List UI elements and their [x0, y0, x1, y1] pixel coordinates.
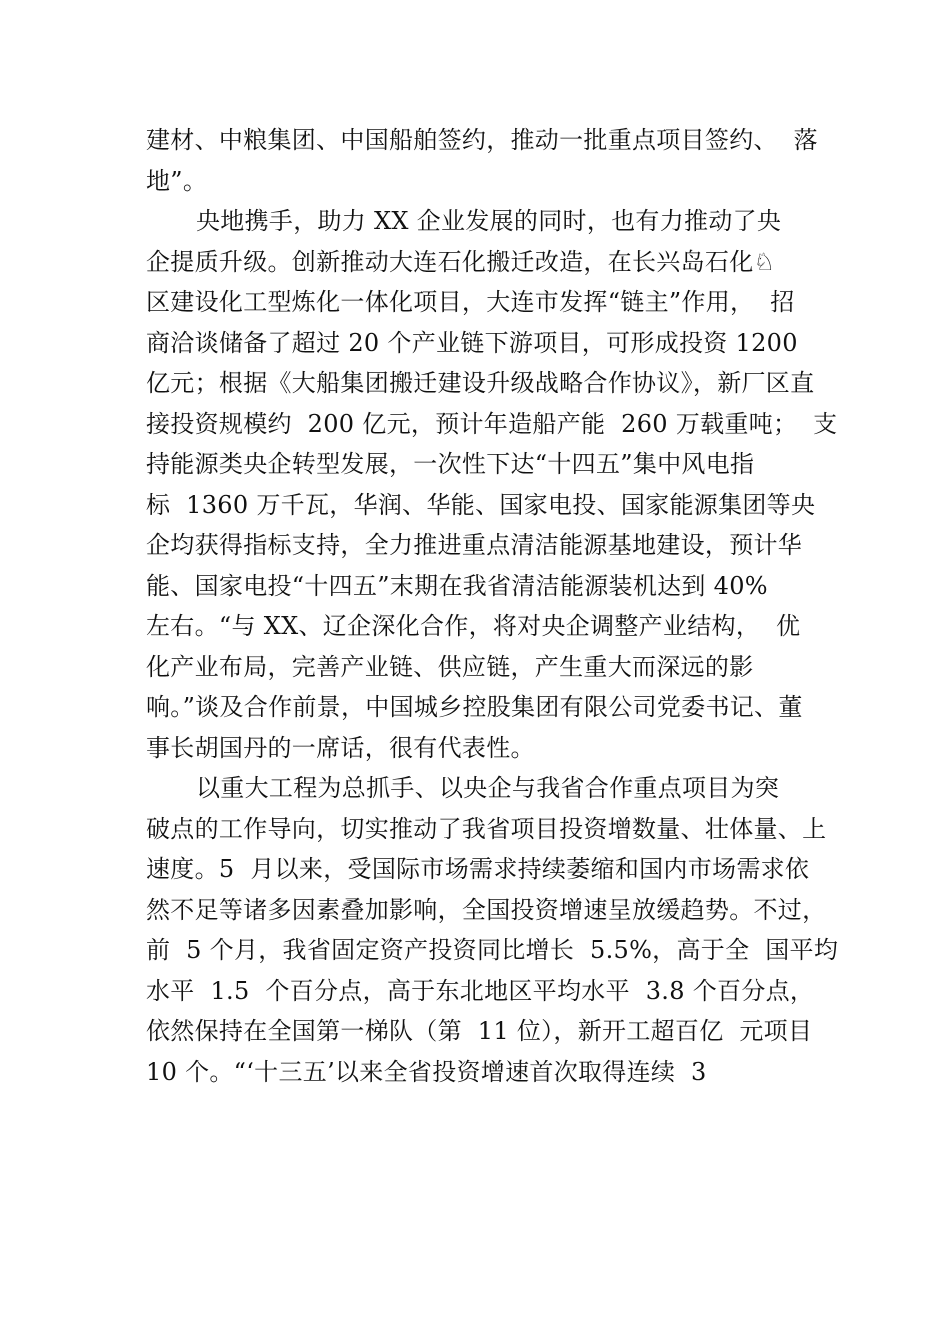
text-line: 接投资规模约 200 亿元，预计年造船产能 260 万载重吨； 支 [146, 409, 838, 438]
text-line: 商洽谈储备了超过 20 个产业链下游项目，可形成投资 1200 [146, 328, 798, 357]
text-line: 水平 1.5 个百分点，高于东北地区平均水平 3.8 个百分点， [146, 976, 815, 1005]
text-line: 响。”谈及合作前景，中国城乡控股集团有限公司党委书记、董 [146, 693, 803, 721]
text-line: 能、国家电投“十四五”末期在我省清洁能源装机达到 40% [146, 571, 768, 600]
text-line: 速度。5 月以来，受国际市场需求持续萎缩和国内市场需求依 [146, 855, 810, 883]
body-text [146, 120, 846, 1092]
text-line: 持能源类央企转型发展，一次性下达“十四五”集中风电指 [146, 450, 755, 478]
text-line: 以重大工程为总抓手、以央企与我省合作重点项目为突 [196, 774, 780, 802]
text-line: 建材、中粮集团、中国船舶签约，推动一批重点项目签约、 落 [146, 126, 818, 154]
text-line: 化产业布局，完善产业链、供应链，产生重大而深远的影 [146, 652, 754, 681]
text-line: 地”。 [146, 166, 208, 195]
text-line: 企提质升级。创新推动大连石化搬迁改造，在长兴岛石化♘ [146, 247, 776, 276]
text-line: 区建设化工型炼化一体化项目，大连市发挥“链主”作用， 招 [146, 288, 795, 316]
text-line: 左右。“与 XX、辽企深化合作，将对央企调整产业结构， 优 [146, 612, 801, 640]
text-line: 依然保持在全国第一梯队（第 11 位），新开工超百亿 元项目 [146, 1017, 813, 1045]
text-line: 前 5 个月，我省固定资产投资同比增长 5.5%，高于全 国平均 [146, 936, 839, 964]
text-line: 10 个。“‘十三五’以来全省投资增速首次取得连续 3 [146, 1057, 707, 1086]
text-line: 破点的工作导向，切实推动了我省项目投资增数量、壮体量、上 [146, 814, 827, 843]
text-line: 事长胡国丹的一席话，很有代表性。 [146, 733, 535, 762]
text-line: 企均获得指标支持，全力推进重点清洁能源基地建设，预计华 [146, 531, 803, 559]
text-line: 然不足等诸多因素叠加影响，全国投资增速呈放缓趋势。不过， [146, 895, 827, 924]
text-line: 亿元；根据《大船集团搬迁建设升级战略合作协议》，新厂区直 [146, 369, 815, 397]
text-line: 央地携手，助力 XX 企业发展的同时，也有力推动了央 [196, 207, 782, 235]
text-line: 标 1360 万千瓦，华润、华能、国家电投、国家能源集团等央 [146, 490, 816, 519]
